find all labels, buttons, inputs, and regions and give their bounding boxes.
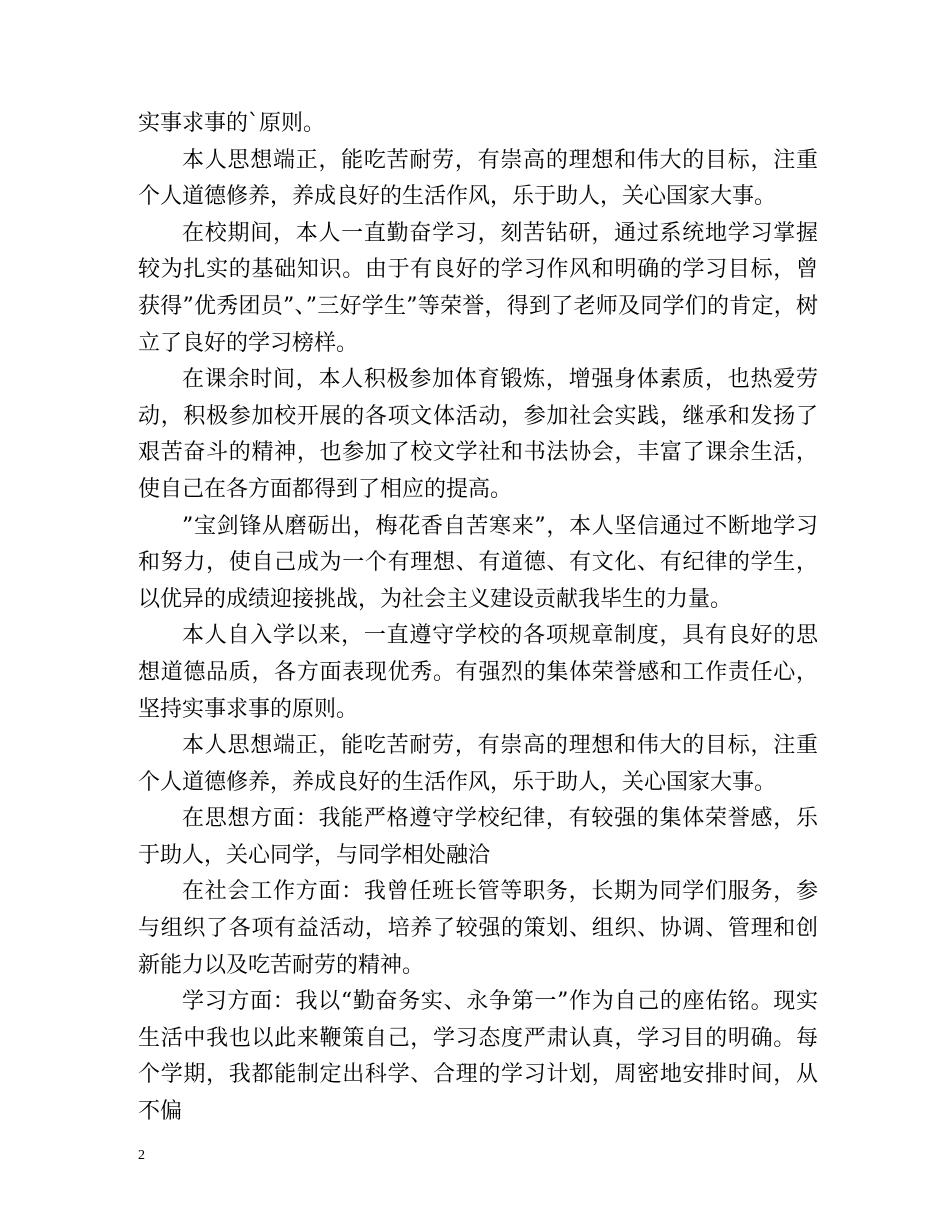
paragraph-4: 在课余时间，本人积极参加体育锻炼，增强身体素质，也热爱劳动，积极参加校开展的各项文体活动，参加社会实践，继承和发扬了艰苦奋斗的精神，也参加了校文学社和书法协会，丰富了课余生活，使自己在各方面都得到了相应的提高。 [138, 367, 818, 502]
paragraph-9: 在社会工作方面：我曾任班长管等职务，长期为同学们服务，参与组织了各项有益活动，培养了较强的策划、组织、协调、管理和创新能力以及吃苦耐劳的精神。 [138, 879, 818, 978]
paragraph-1: 实事求事的`原则。 [138, 111, 326, 136]
page-number: 2 [138, 1148, 145, 1163]
paragraph-5: ”宝剑锋从磨砺出，梅花香自苦寒来”，本人坚信通过不断地学习和努力，使自己成为一个有理想、有道德、有文化、有纪律的学生，以优异的成绩迎接挑战，为社会主义建设贡献我毕生的力量。 [138, 513, 818, 612]
document-body [138, 106, 818, 1131]
paragraph-3: 在校期间，本人一直勤奋学习，刻苦钻研，通过系统地学习掌握较为扎实的基础知识。由于有良好的学习作风和明确的学习目标，曾获得”优秀团员”、”三好学生”等荣誉，得到了老师及同学们的肯定，树立了良好的学习榜样。 [138, 220, 818, 356]
paragraph-7: 本人思想端正，能吃苦耐劳，有崇高的理想和伟大的目标，注重个人道德修养，养成良好的生活作风，乐于助人，关心国家大事。 [138, 733, 818, 795]
paragraph-10: 学习方面：我以“勤奋务实、永争第一”作为自己的座佑铭。现实生活中我也以此来鞭策自己，学习态度严肃认真，学习目的明确。每个学期，我都能制定出科学、合理的学习计划，周密地安排时间，从不偏 [138, 989, 818, 1125]
paragraph-2: 本人思想端正，能吃苦耐劳，有崇高的理想和伟大的目标，注重个人道德修养，养成良好的生活作风，乐于助人，关心国家大事。 [138, 147, 818, 210]
paragraph-6: 本人自入学以来，一直遵守学校的各项规章制度，具有良好的思想道德品质，各方面表现优秀。有强烈的集体荣誉感和工作责任心，坚持实事求事的原则。 [138, 623, 818, 722]
paragraph-8: 在思想方面：我能严格遵守学校纪律，有较强的集体荣誉感，乐于助人，关心同学，与同学相处融洽 [138, 806, 818, 868]
